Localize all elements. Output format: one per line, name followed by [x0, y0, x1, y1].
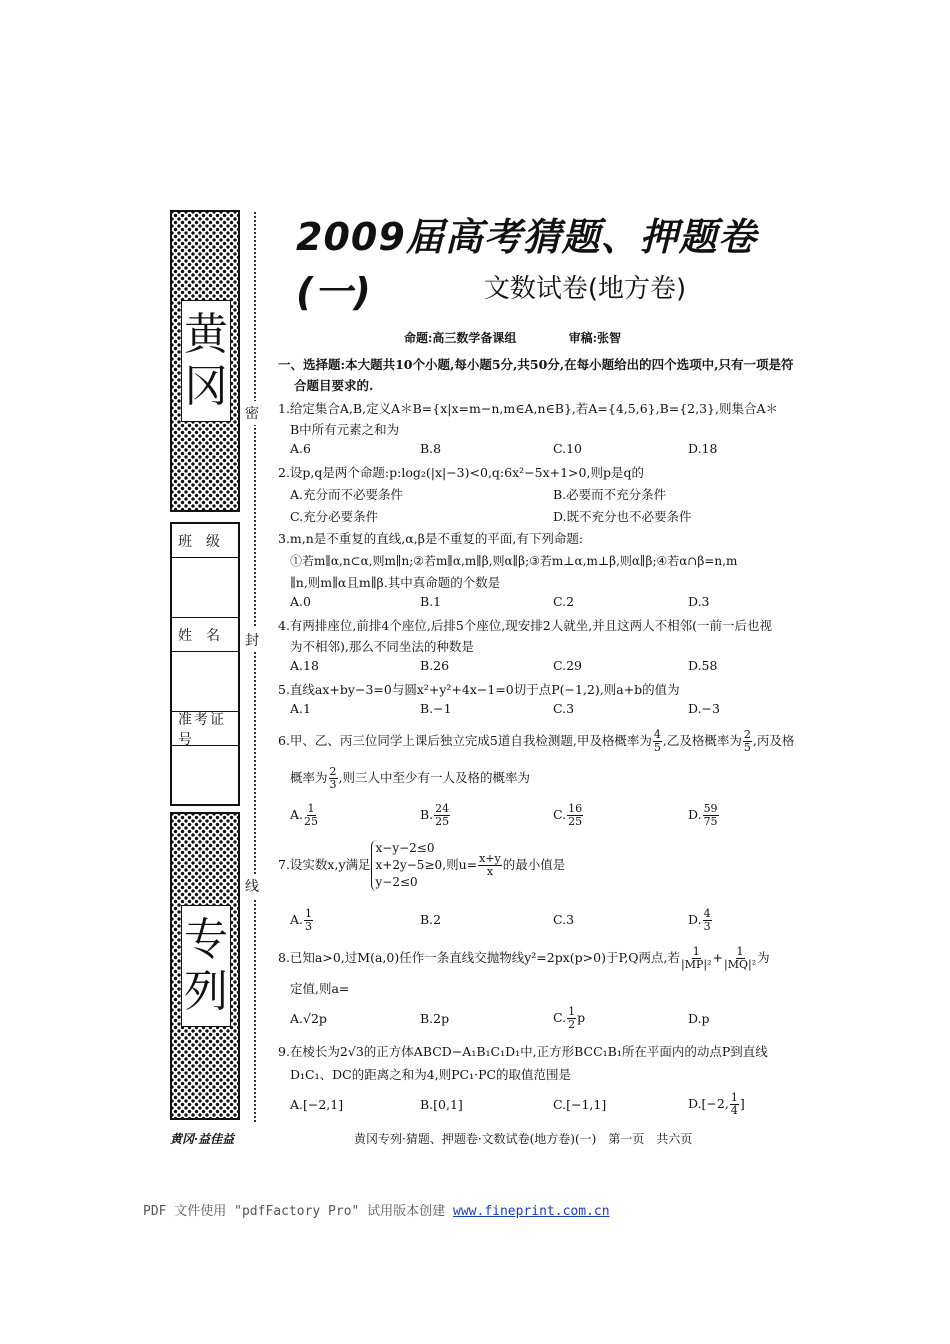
side-char: 冈: [184, 361, 228, 412]
q9-option-b[interactable]: B.[0,1]: [420, 1097, 463, 1112]
q9-option-d[interactable]: D.[−2, $\frac{1}{4}$ ]: [688, 1091, 745, 1117]
author-line: [404, 329, 669, 346]
seal-char-xian: 线: [245, 874, 259, 898]
section-instruction-2: 合题目要求的.: [294, 378, 374, 393]
question-3-line-1: 3.m,n是不重复的直线,α,β是不重复的平面,有下列命题:: [278, 531, 584, 546]
q3-option-b[interactable]: B.1: [420, 594, 442, 609]
seal-dotted-line: [254, 212, 256, 1122]
q5-option-a[interactable]: A.1: [290, 701, 311, 716]
brand-footer: 黄冈·益佳益: [170, 1132, 235, 1146]
student-info-box: [170, 522, 240, 806]
fraction: $\frac{x+y}{x}$: [479, 852, 501, 878]
question-5-line-1: 5.直线ax+by−3=0与圆x²+y²+4x−1=0切于点P(−1,2),则a+b的值为: [278, 682, 680, 697]
side-char: 列: [184, 966, 228, 1017]
q4-option-b[interactable]: B.26: [420, 658, 450, 673]
seal-char-mi: 密: [245, 401, 259, 425]
q2-option-d[interactable]: D.既不充分也不必要条件: [553, 509, 692, 524]
exam-id-field[interactable]: [172, 747, 238, 804]
side-title-box-top: [181, 300, 231, 422]
inequality-system: x−y−2≤0 x+2y−5≥0 y−2≤0: [371, 840, 443, 891]
fraction: $\frac{2}{5}$: [743, 728, 751, 754]
q4-option-d[interactable]: D.58: [688, 658, 718, 673]
q3-option-c[interactable]: C.2: [553, 594, 575, 609]
side-title-box-bottom: [181, 905, 231, 1027]
question-7-line-1: 7.设实数x,y满足x−y−2≤0 x+2y−5≥0 y−2≤0,则u= $\frac{x+y}{x}$ 的最小值是: [278, 841, 566, 889]
q5-option-d[interactable]: D.−3: [688, 701, 720, 716]
q2-option-b[interactable]: B.必要而不充分条件: [553, 487, 667, 502]
q8-option-c[interactable]: C. $\frac{1}{2}$ p: [553, 1005, 586, 1031]
q2-option-c[interactable]: C.充分必要条件: [290, 509, 379, 524]
fraction: $\frac{2}{3}$: [329, 765, 337, 791]
reviewer: 审稿:张智: [568, 331, 622, 345]
q4-option-c[interactable]: C.29: [553, 658, 582, 673]
seal-char-feng: 封: [245, 628, 259, 652]
class-field[interactable]: [172, 559, 238, 618]
q6-option-d[interactable]: D. $\frac{59}{75}$: [688, 802, 718, 828]
fraction: $\frac{1}{\text{|MP|²}}$: [681, 945, 712, 971]
q7-option-d[interactable]: D. $\frac{4}{3}$: [688, 907, 711, 933]
section-instruction: 一、选择题:本大题共10个小题,每小题5分,共50分,在每小题给出的四个选项中,只有一项是符: [278, 357, 794, 372]
side-char: 专: [184, 914, 228, 965]
q2-option-a[interactable]: A.充分而不必要条件: [290, 487, 404, 502]
q8-option-b[interactable]: B.2p: [420, 1011, 450, 1026]
class-label: 班 级: [172, 524, 238, 558]
q6-option-c[interactable]: C. $\frac{16}{25}$: [553, 802, 583, 828]
page-footer: 黄冈专列·猜题、押题卷·文数试卷(地方卷)(一) 第一页 共六页: [354, 1132, 693, 1146]
question-4-line-1: 4.有两排座位,前排4个座位,后排5个座位,现安排2人就坐,并且这两人不相邻(一前一后也视: [278, 618, 773, 633]
q7-option-b[interactable]: B.2: [420, 912, 442, 927]
fraction: $\frac{1}{\text{|MQ|²}}$: [724, 945, 757, 971]
question-1-line-2: B中所有元素之和为: [290, 422, 400, 437]
fraction: $\frac{4}{5}$: [653, 728, 661, 754]
q1-option-b[interactable]: B.8: [420, 441, 442, 456]
question-8-line-2: 定值,则a=: [290, 981, 350, 996]
name-field[interactable]: [172, 653, 238, 712]
q8-option-a[interactable]: A.√2p: [290, 1011, 327, 1026]
pdf-watermark-line: [143, 1200, 610, 1219]
side-char: 黄: [184, 309, 228, 360]
q6-option-a[interactable]: A. $\frac{1}{25}$: [290, 802, 319, 828]
q3-option-d[interactable]: D.3: [688, 594, 710, 609]
q7-option-a[interactable]: A. $\frac{1}{3}$: [290, 907, 313, 933]
q8-option-d[interactable]: D.p: [688, 1011, 710, 1026]
question-3-line-2: ①若m∥α,n⊂α,则m∥n;②若m∥α,m∥β,则α∥β;③若m⊥α,m⊥β,则α∥β;④若α∩β=n,m: [290, 554, 738, 568]
question-9-line-1: 9.在棱长为2√3的正方体ABCD−A₁B₁C₁D₁中,正方形BCC₁B₁所在平面内的动点P到直线: [278, 1044, 768, 1059]
question-3-line-3: ∥n,则m∥α且m∥β.其中真命题的个数是: [290, 575, 501, 590]
question-9-line-2: D₁C₁、DC的距离之和为4,则PC₁·PC的取值范围是: [290, 1067, 572, 1082]
exam-id-label: 准考证号: [172, 712, 238, 746]
q4-option-a[interactable]: A.18: [290, 658, 319, 673]
question-6-line-1: 6.甲、乙、丙三位同学上课后独立完成5道自我检测题,甲及格概率为 $\frac{4}{5}$ ,乙及格概率为 $\frac{2}{5}$ ,丙及格: [278, 728, 795, 754]
q9-option-c[interactable]: C.[−1,1]: [553, 1097, 607, 1112]
author: 命题:高三数学备课组: [404, 331, 517, 345]
pdf-watermark-link[interactable]: www.fineprint.com.cn: [453, 1204, 610, 1219]
q7-option-c[interactable]: C.3: [553, 912, 575, 927]
question-8-line-1: 8.已知a>0,过M(a,0)任作一条直线交抛物线y²=2px(p>0)于P,Q两点,若 $\frac{1}{\text{|MP|²}}$ + $\frac{1}{\text{|MQ|²}}$ 为: [278, 945, 770, 971]
q5-option-b[interactable]: B.−1: [420, 701, 452, 716]
q1-option-c[interactable]: C.10: [553, 441, 582, 456]
question-2-line-1: 2.设p,q是两个命题:p:log₂(|x|−3)<0,q:6x²−5x+1>0,则p是q的: [278, 465, 644, 480]
q1-option-a[interactable]: A.6: [290, 441, 311, 456]
q6-option-b[interactable]: B. $\frac{24}{25}$: [420, 802, 450, 828]
q3-option-a[interactable]: A.0: [290, 594, 311, 609]
page-subtitle: 文数试卷(地方卷): [483, 274, 687, 304]
q1-option-d[interactable]: D.18: [688, 441, 718, 456]
q9-option-a[interactable]: A.[−2,1]: [290, 1097, 344, 1112]
question-6-line-2: 概率为 $\frac{2}{3}$ ,则三人中至少有一人及格的概率为: [290, 765, 530, 791]
pdf-watermark-text: PDF 文件使用 "pdfFactory Pro" 试用版本创建: [143, 1204, 454, 1219]
question-4-line-2: 为不相邻),那么不同坐法的种数是: [290, 639, 474, 654]
q5-option-c[interactable]: C.3: [553, 701, 575, 716]
page-title: 2009届高考猜题、押题卷(一): [296, 215, 757, 314]
name-label: 姓 名: [172, 618, 238, 652]
question-1-line-1: 1.给定集合A,B,定义A＊B={x|x=m−n,m∈A,n∈B},若A={4,5,6},B={2,3},则集合A＊: [278, 401, 779, 416]
